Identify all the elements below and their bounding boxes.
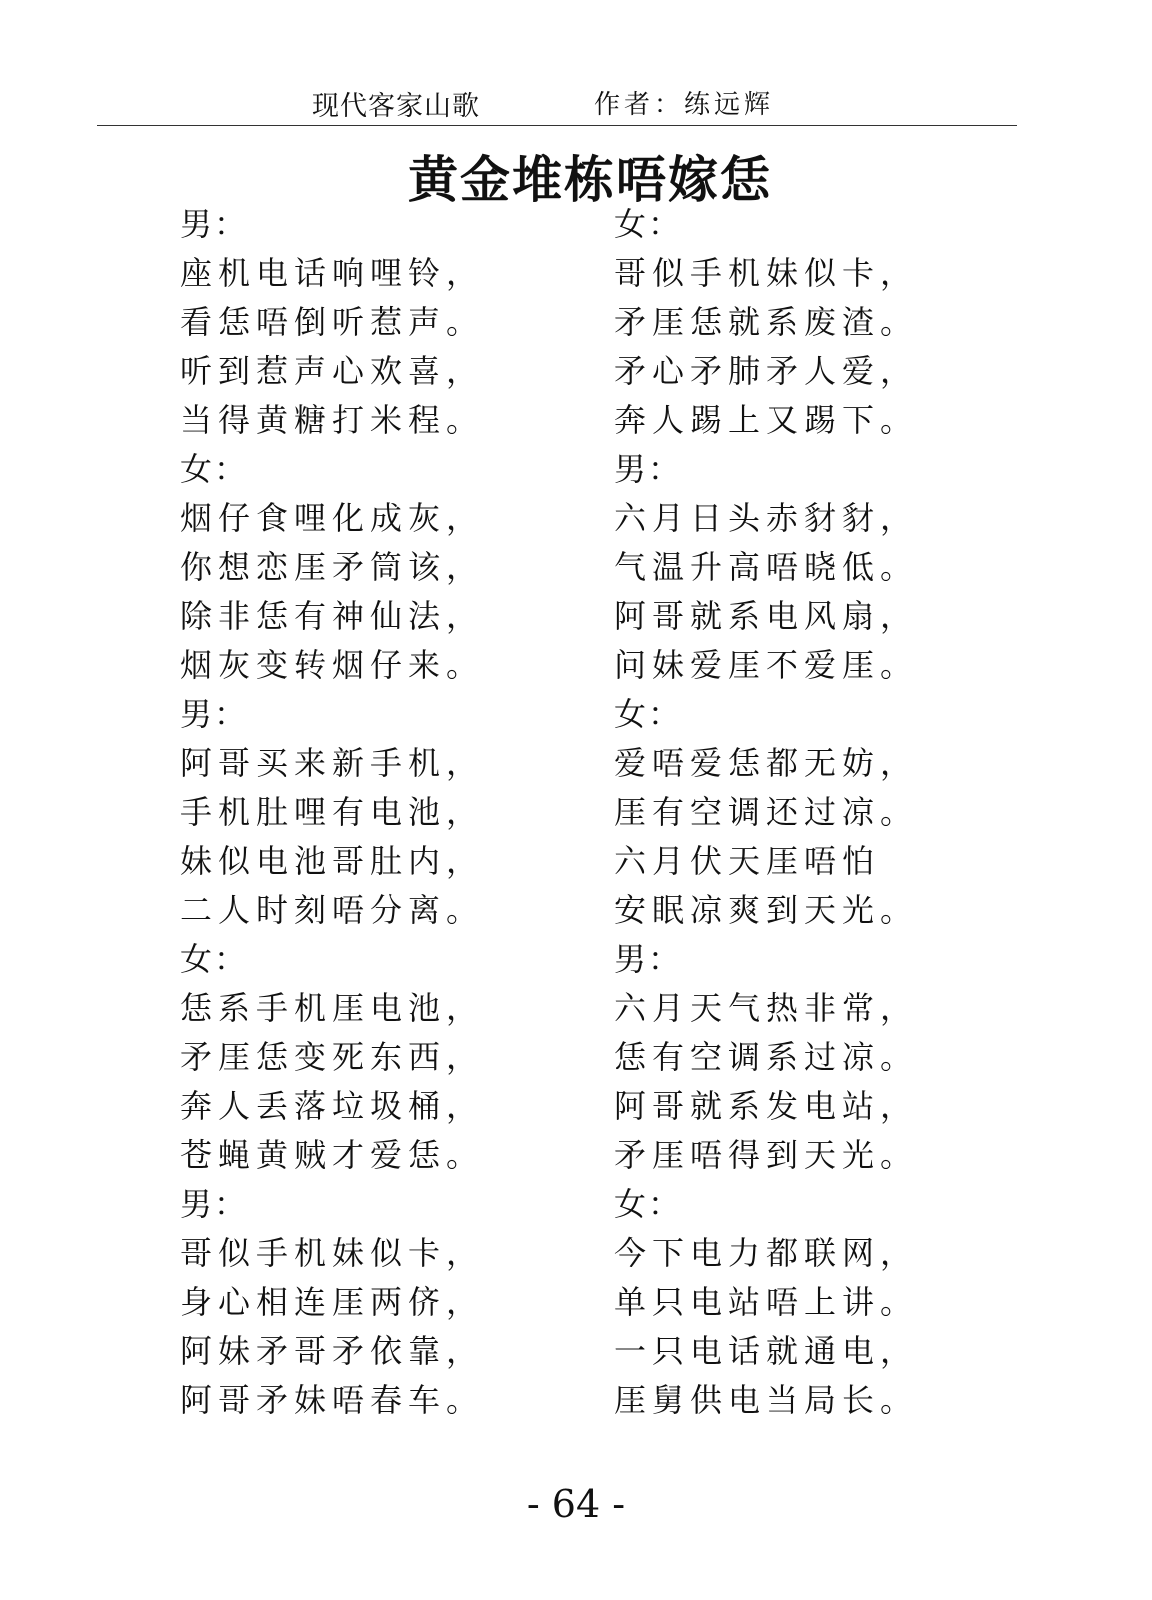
lyric-line: 手机肚哩有电池， (180, 793, 485, 831)
lyric-line: 问妹爱厓不爱厓。 (614, 646, 919, 684)
right-column (614, 200, 918, 1425)
lyric-line: 恁系手机厓电池， (180, 989, 485, 1027)
lyric-line: 阿哥买来新手机， (180, 744, 485, 782)
header-divider (97, 125, 1017, 126)
lyric-line: 烟仔食哩化成灰， (180, 499, 485, 537)
lyric-line: 奔人丢落垃圾桶， (180, 1087, 485, 1125)
lyric-line: 座机电话响哩铃， (180, 254, 485, 292)
lyric-line: 六月天气热非常， (614, 989, 919, 1027)
lyric-line: 爱唔爱恁都无妨， (614, 744, 919, 782)
speaker-label: 男： (614, 940, 683, 978)
speaker-label: 女： (614, 695, 683, 733)
left-column (180, 200, 484, 1425)
lyric-line: 单只电站唔上讲。 (614, 1283, 919, 1321)
speaker-label: 女： (180, 940, 249, 978)
lyric-line: 阿哥矛妹唔春车。 (180, 1381, 485, 1419)
lyric-line: 六月日头赤豺豺， (614, 499, 919, 537)
lyric-line: 矛厓恁就系废渣。 (614, 303, 919, 341)
speaker-label: 男： (180, 1185, 249, 1223)
lyric-line: 一只电话就通电， (614, 1332, 919, 1370)
author-line: 作者：练远辉 (594, 90, 775, 120)
lyric-line: 矛厓唔得到天光。 (614, 1136, 919, 1174)
lyric-line: 二人时刻唔分离。 (180, 891, 485, 929)
lyric-line: 厓舅供电当局长。 (614, 1381, 919, 1419)
lyric-line: 厓有空调还过凉。 (614, 793, 919, 831)
song-title: 黄金堆栋唔嫁恁 (408, 151, 772, 209)
lyric-line: 除非恁有神仙法， (180, 597, 485, 635)
book-title: 现代客家山歌 (312, 91, 480, 122)
lyric-line: 阿哥就系发电站， (614, 1087, 919, 1125)
lyric-line: 矛厓恁变死东西， (180, 1038, 485, 1076)
lyric-line: 今下电力都联网， (614, 1234, 919, 1272)
lyric-line: 阿妹矛哥矛依靠， (180, 1332, 485, 1370)
lyric-line: 苍蝇黄贼才爱恁。 (180, 1136, 485, 1174)
lyric-line: 身心相连厓两侪， (180, 1283, 485, 1321)
lyric-line: 烟灰变转烟仔来。 (180, 646, 485, 684)
lyric-line: 哥似手机妹似卡， (180, 1234, 485, 1272)
lyric-line: 安眠凉爽到天光。 (614, 891, 919, 929)
page-number: - 64 - (526, 1482, 626, 1526)
speaker-label: 女： (614, 1185, 683, 1223)
lyric-line: 矛心矛肺矛人爱， (614, 352, 919, 390)
speaker-label: 男： (180, 205, 249, 243)
lyric-line: 听到惹声心欢喜， (180, 352, 485, 390)
lyric-line: 当得黄糖打米程。 (180, 401, 485, 439)
speaker-label: 男： (614, 450, 683, 488)
lyric-line: 你想恋厓矛筒该， (180, 548, 485, 586)
lyric-line: 气温升高唔晓低。 (614, 548, 919, 586)
speaker-label: 女： (180, 450, 249, 488)
lyric-line: 妹似电池哥肚内， (180, 842, 485, 880)
lyric-line: 恁有空调系过凉。 (614, 1038, 919, 1076)
lyric-line: 阿哥就系电风扇， (614, 597, 919, 635)
speaker-label: 男： (180, 695, 249, 733)
lyric-line: 哥似手机妹似卡， (614, 254, 919, 292)
lyric-line: 奔人踢上又踢下。 (614, 401, 919, 439)
lyric-line: 六月伏天厓唔怕 (614, 842, 881, 880)
speaker-label: 女： (614, 205, 683, 243)
page-header (0, 84, 1152, 124)
lyric-line: 看恁唔倒听惹声。 (180, 303, 485, 341)
